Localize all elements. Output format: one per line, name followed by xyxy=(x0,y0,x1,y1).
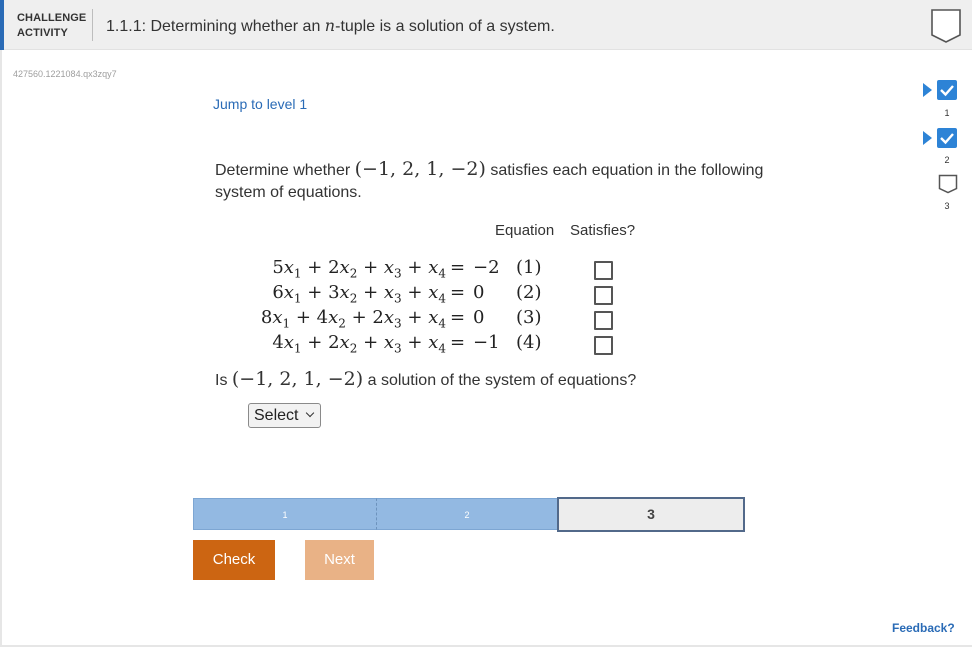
title-variable: n xyxy=(324,16,336,35)
equation-number: (4) xyxy=(516,332,542,353)
question-before: Is xyxy=(215,372,232,389)
satisfies-checkbox[interactable] xyxy=(594,261,613,280)
progress-segment-3[interactable]: 3 xyxy=(557,497,745,532)
equation-lhs: $6x_1 + 3x_2 + x_3 + x_4$ xyxy=(272,282,446,306)
title-prefix: 1.1.1: Determining whether an xyxy=(106,18,325,35)
equation-row xyxy=(250,257,650,282)
satisfies-checkbox[interactable] xyxy=(594,336,613,355)
equation-rhs: 0 xyxy=(473,282,485,303)
equation-row xyxy=(250,307,650,332)
prompt-before: Determine whether xyxy=(215,162,355,179)
question-tuple: (−1, 2, 1, −2) xyxy=(231,368,364,390)
progress-segment-1[interactable]: 1 xyxy=(193,498,377,530)
equation-rhs: 0 xyxy=(473,307,485,328)
solution-question xyxy=(215,368,636,390)
equation-row xyxy=(250,332,650,357)
problem-prompt xyxy=(215,158,775,204)
select-value: Select xyxy=(254,407,299,424)
equation-rhs: −2 xyxy=(473,257,500,278)
level-2-arrow-icon xyxy=(923,131,932,145)
chevron-down-icon xyxy=(306,409,314,417)
current-level-arrow-icon xyxy=(923,83,932,97)
level-2-number: 2 xyxy=(944,155,950,165)
satisfies-column-header: Satisfies? xyxy=(570,222,636,239)
prompt-tuple: (−1, 2, 1, −2) xyxy=(354,158,486,180)
next-button[interactable]: Next xyxy=(305,540,374,580)
jump-to-level-link[interactable]: Jump to level 1 xyxy=(213,96,308,112)
level-2-check-icon[interactable] xyxy=(937,128,957,148)
equals-sign: = xyxy=(450,332,466,353)
level-progress-bar xyxy=(193,497,745,532)
solution-select-dropdown[interactable] xyxy=(248,403,321,428)
level-1-number: 1 xyxy=(944,108,950,118)
equation-rhs: −1 xyxy=(473,332,500,353)
level-3-number: 3 xyxy=(944,201,950,211)
activity-title xyxy=(106,16,555,36)
equation-number: (2) xyxy=(516,282,542,303)
equals-sign: = xyxy=(450,257,466,278)
equation-lhs: $4x_1 + 2x_2 + x_3 + x_4$ xyxy=(272,332,446,356)
prompt-after: satisfies each equation in the following system of equations. xyxy=(215,162,764,201)
progress-segment-2[interactable]: 2 xyxy=(376,498,558,530)
question-after: a solution of the system of equations? xyxy=(363,372,637,389)
title-suffix: -tuple is a solution of a system. xyxy=(335,18,555,35)
activity-type-label: CHALLENGE ACTIVITY xyxy=(17,12,87,39)
level-3-shield-icon[interactable] xyxy=(938,174,958,194)
completion-badge-icon xyxy=(930,8,962,44)
satisfies-checkbox[interactable] xyxy=(594,286,613,305)
check-button[interactable]: Check xyxy=(193,540,275,580)
equation-lhs: $8x_1 + 4x_2 + 2x_3 + x_4$ xyxy=(260,307,446,331)
level-1-check-icon[interactable] xyxy=(937,80,957,100)
equals-sign: = xyxy=(450,307,466,328)
equation-number: (3) xyxy=(516,307,542,328)
header-divider xyxy=(92,9,93,41)
satisfies-checkbox[interactable] xyxy=(594,311,613,330)
equation-number: (1) xyxy=(516,257,542,278)
activity-id: 427560.1221084.qx3zqy7 xyxy=(13,69,117,79)
equation-column-header: Equation xyxy=(495,222,555,239)
equation-lhs: $5x_1 + 2x_2 + x_3 + x_4$ xyxy=(272,257,446,281)
equals-sign: = xyxy=(450,282,466,303)
activity-header xyxy=(0,0,972,50)
equation-row xyxy=(250,282,650,307)
feedback-link[interactable]: Feedback? xyxy=(892,621,955,635)
header-accent-bar xyxy=(0,0,4,50)
